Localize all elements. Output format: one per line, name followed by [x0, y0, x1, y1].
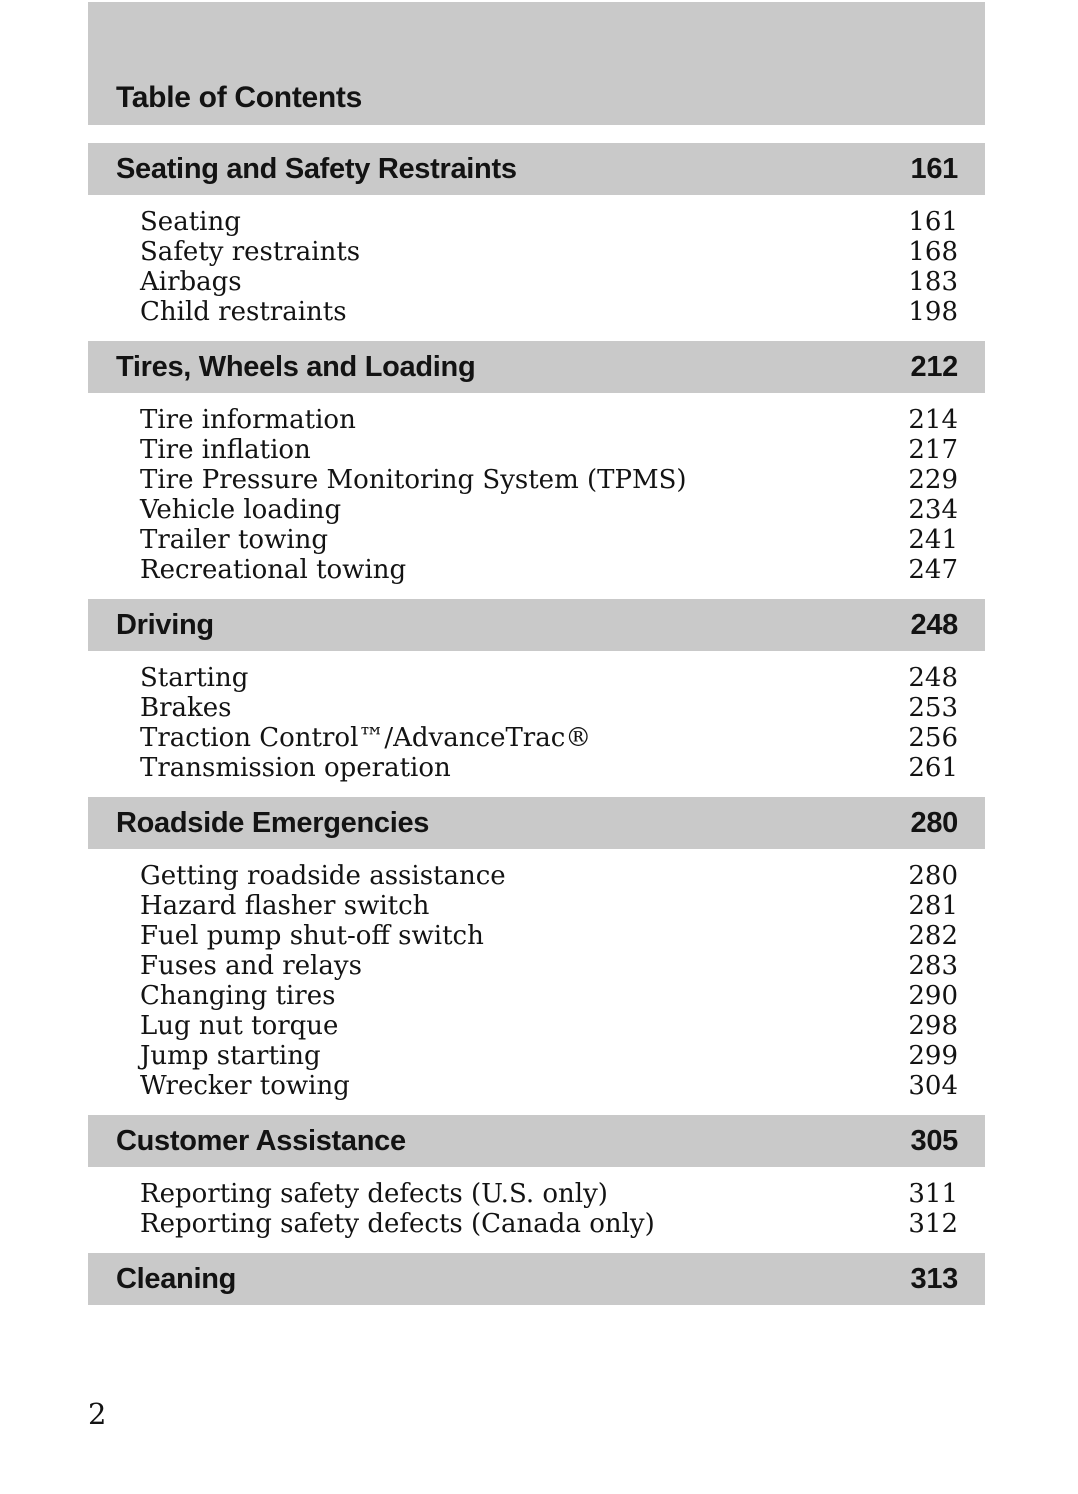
- section-title: Roadside Emergencies: [116, 806, 430, 839]
- toc-entry-label: Reporting safety defects (U.S. only): [140, 1179, 608, 1209]
- toc-entry-page-number: 247: [908, 555, 958, 585]
- toc-sections: [88, 143, 985, 1305]
- toc-entry-label: Brakes: [140, 693, 232, 723]
- toc-entry-label: Seating: [140, 207, 241, 237]
- toc-entry-page-number: 280: [908, 861, 958, 891]
- toc-entry-row: [140, 951, 958, 981]
- toc-entry-label: Fuel pump shut-off switch: [140, 921, 484, 951]
- toc-entry-label: Reporting safety defects (Canada only): [140, 1209, 655, 1239]
- toc-entry-row: [140, 891, 958, 921]
- toc-entry-label: Vehicle loading: [140, 495, 342, 525]
- section-items: [88, 1167, 985, 1253]
- section-header-bar: [88, 599, 985, 651]
- toc-entry-page-number: 282: [908, 921, 958, 951]
- toc-section: [88, 341, 985, 599]
- section-page-number: 280: [910, 806, 958, 839]
- toc-entry-label: Fuses and relays: [140, 951, 362, 981]
- section-items: [88, 651, 985, 797]
- toc-entry-page-number: 312: [908, 1209, 958, 1239]
- section-header-bar: [88, 1253, 985, 1305]
- toc-entry-row: [140, 525, 958, 555]
- footer-page-number: 2: [88, 1397, 107, 1431]
- toc-entry-label: Recreational towing: [140, 555, 407, 585]
- toc-header: [88, 2, 985, 125]
- toc-section: [88, 143, 985, 341]
- section-items: [88, 393, 985, 599]
- toc-entry-row: [140, 723, 958, 753]
- toc-entry-page-number: 261: [908, 753, 958, 783]
- toc-entry-label: Airbags: [140, 267, 242, 297]
- toc-entry-row: [140, 921, 958, 951]
- toc-section: [88, 599, 985, 797]
- toc-entry-label: Child restraints: [140, 297, 347, 327]
- toc-entry-page-number: 253: [908, 693, 958, 723]
- toc-entry-label: Tire Pressure Monitoring System (TPMS): [140, 465, 687, 495]
- section-title: Seating and Safety Restraints: [116, 152, 517, 185]
- toc-entry-label: Safety restraints: [140, 237, 361, 267]
- section-header-bar: [88, 797, 985, 849]
- toc-entry-label: Wrecker towing: [140, 1071, 350, 1101]
- section-page-number: 161: [910, 152, 958, 185]
- toc-entry-page-number: 248: [908, 663, 958, 693]
- section-items: [88, 849, 985, 1115]
- section-page-number: 305: [910, 1124, 958, 1157]
- toc-entry-row: [140, 555, 958, 585]
- toc-entry-row: [140, 465, 958, 495]
- section-title: Driving: [116, 608, 214, 641]
- toc-entry-page-number: 229: [908, 465, 958, 495]
- toc-entry-row: [140, 1071, 958, 1101]
- toc-entry-row: [140, 237, 958, 267]
- section-title: Tires, Wheels and Loading: [116, 350, 476, 383]
- toc-section: [88, 1253, 985, 1305]
- toc-entry-page-number: 217: [908, 435, 958, 465]
- toc-entry-row: [140, 663, 958, 693]
- toc-entry-page-number: 304: [908, 1071, 958, 1101]
- toc-entry-page-number: 234: [908, 495, 958, 525]
- toc-entry-label: Changing tires: [140, 981, 336, 1011]
- toc-entry-row: [140, 693, 958, 723]
- toc-entry-row: [140, 207, 958, 237]
- toc-entry-label: Traction Control™/AdvanceTrac®: [140, 723, 592, 753]
- toc-entry-page-number: 290: [908, 981, 958, 1011]
- toc-entry-page-number: 298: [908, 1011, 958, 1041]
- toc-page-content: [88, 2, 985, 1305]
- toc-entry-label: Hazard flasher switch: [140, 891, 430, 921]
- toc-entry-row: [140, 297, 958, 327]
- toc-entry-row: [140, 1179, 958, 1209]
- section-title: Cleaning: [116, 1262, 237, 1295]
- section-items: [88, 195, 985, 341]
- toc-entry-page-number: 311: [908, 1179, 958, 1209]
- section-title: Customer Assistance: [116, 1124, 406, 1157]
- toc-section: [88, 1115, 985, 1253]
- toc-entry-page-number: 256: [908, 723, 958, 753]
- page-title: Table of Contents: [116, 81, 363, 114]
- section-page-number: 313: [910, 1262, 958, 1295]
- toc-entry-row: [140, 495, 958, 525]
- toc-entry-label: Getting roadside assistance: [140, 861, 506, 891]
- toc-entry-page-number: 214: [908, 405, 958, 435]
- toc-entry-page-number: 161: [908, 207, 958, 237]
- toc-entry-label: Tire information: [140, 405, 356, 435]
- toc-entry-row: [140, 1209, 958, 1239]
- section-header-bar: [88, 341, 985, 393]
- toc-entry-label: Starting: [140, 663, 249, 693]
- toc-entry-label: Tire inflation: [140, 435, 311, 465]
- toc-entry-page-number: 299: [908, 1041, 958, 1071]
- section-header-bar: [88, 143, 985, 195]
- toc-entry-page-number: 241: [908, 525, 958, 555]
- toc-entry-page-number: 283: [908, 951, 958, 981]
- toc-entry-row: [140, 1011, 958, 1041]
- toc-entry-label: Transmission operation: [140, 753, 451, 783]
- section-page-number: 212: [910, 350, 958, 383]
- toc-entry-row: [140, 267, 958, 297]
- toc-entry-page-number: 198: [908, 297, 958, 327]
- toc-entry-label: Lug nut torque: [140, 1011, 339, 1041]
- toc-section: [88, 797, 985, 1115]
- toc-entry-label: Trailer towing: [140, 525, 329, 555]
- toc-entry-row: [140, 981, 958, 1011]
- toc-entry-page-number: 168: [908, 237, 958, 267]
- section-page-number: 248: [910, 608, 958, 641]
- toc-entry-page-number: 183: [908, 267, 958, 297]
- toc-entry-row: [140, 405, 958, 435]
- toc-entry-row: [140, 435, 958, 465]
- toc-entry-row: [140, 861, 958, 891]
- toc-entry-row: [140, 753, 958, 783]
- toc-entry-page-number: 281: [908, 891, 958, 921]
- section-header-bar: [88, 1115, 985, 1167]
- toc-entry-row: [140, 1041, 958, 1071]
- toc-entry-label: Jump starting: [140, 1041, 321, 1071]
